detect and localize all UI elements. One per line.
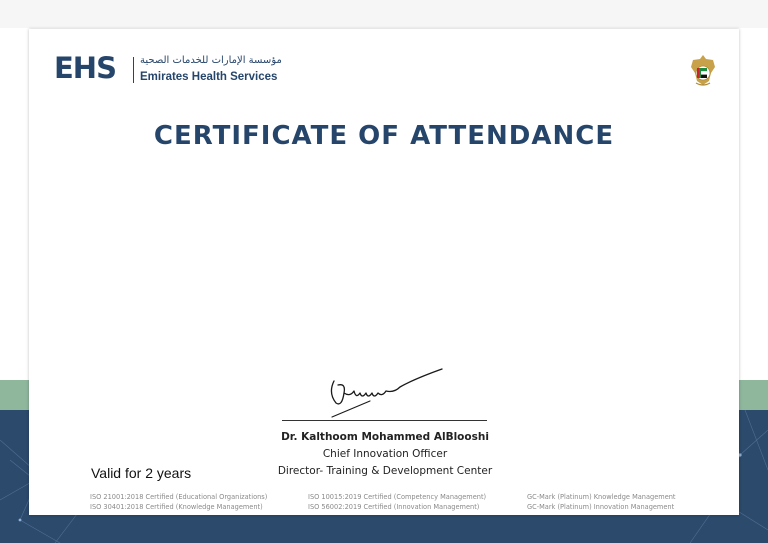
- uae-emblem-icon: [689, 53, 717, 87]
- certification-column: [527, 492, 676, 512]
- certification-item: ISO 21001:2018 Certified (Educational Organizations): [90, 493, 268, 501]
- logo-mark: EHS: [54, 51, 116, 85]
- certification-item: ISO 10015:2019 Certified (Competency Management): [308, 493, 487, 501]
- certification-item: ISO 30401:2018 Certified (Knowledge Management): [90, 503, 263, 511]
- handwritten-signature: [324, 363, 449, 425]
- logo-english-name: Emirates Health Services: [140, 71, 278, 83]
- signatory-department: Director- Training & Development Center: [277, 465, 493, 477]
- certification-item: ISO 56002:2019 Certified (Innovation Management): [308, 503, 480, 511]
- certificate-card: [29, 29, 739, 515]
- validity-note: Valid for 2 years: [91, 465, 192, 481]
- certificate-title: CERTIFICATE OF ATTENDANCE: [153, 121, 615, 151]
- certification-item: GC-Mark (Platinum) Innovation Management: [527, 503, 675, 511]
- top-strip: [0, 0, 768, 28]
- certification-item: GC-Mark (Platinum) Knowledge Management: [527, 493, 676, 501]
- signatory-name: Dr. Kalthoom Mohammed AlBlooshi: [281, 431, 489, 443]
- signatory-position: Chief Innovation Officer: [322, 448, 448, 460]
- certification-column: [90, 492, 267, 512]
- logo-arabic-name: مؤسسة الإمارات للخدمات الصحية: [140, 55, 282, 66]
- logo-divider: [133, 57, 134, 83]
- signature-line: [282, 420, 487, 421]
- certification-column: [308, 492, 486, 512]
